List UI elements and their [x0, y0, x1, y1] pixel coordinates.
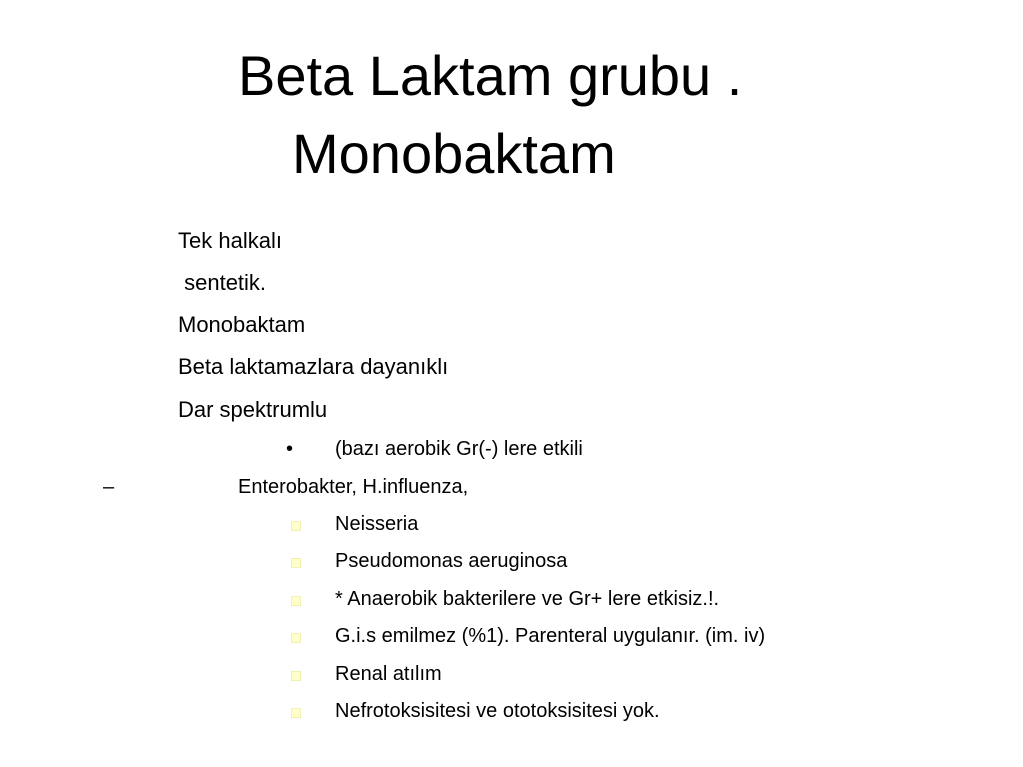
square-item-6: Nefrotoksisitesi ve ototoksisitesi yok. [335, 700, 660, 722]
square-bullet-icon [291, 633, 301, 643]
dash-marker: – [103, 476, 115, 498]
square-bullet-icon [291, 596, 301, 606]
text-line-4: Beta laktamazlara dayanıklı [178, 354, 449, 379]
square-item-2: Pseudomonas aeruginosa [335, 550, 568, 572]
square-item-1: Neisseria [335, 513, 419, 535]
text-line-5: Dar spektrumlu [178, 397, 328, 422]
text-line-2: sentetik. [178, 270, 267, 295]
square-item-5: Renal atılım [335, 663, 442, 685]
square-item-4: G.i.s emilmez (%1). Parenteral uygulanır. (im. iv) [335, 625, 766, 647]
bullet-marker: • [286, 438, 294, 460]
square-bullet-icon [291, 558, 301, 568]
square-bullet-icon [291, 671, 301, 681]
square-item-3: * Anaerobik bakterilere ve Gr+ lere etkisiz.!. [335, 588, 720, 610]
bullet-item-text: (bazı aerobik Gr(-) lere etkili [335, 438, 583, 460]
square-bullet-icon [291, 708, 301, 718]
dash-item-text: Enterobakter, H.influenza, [238, 476, 469, 498]
text-line-3: Monobaktam [178, 312, 306, 337]
text-line-1: Tek halkalı [178, 228, 282, 253]
square-bullet-icon [291, 521, 301, 531]
slide-title-line-1: Beta Laktam grubu . [238, 44, 743, 107]
slide-title-line-2: Monobaktam [292, 122, 616, 185]
